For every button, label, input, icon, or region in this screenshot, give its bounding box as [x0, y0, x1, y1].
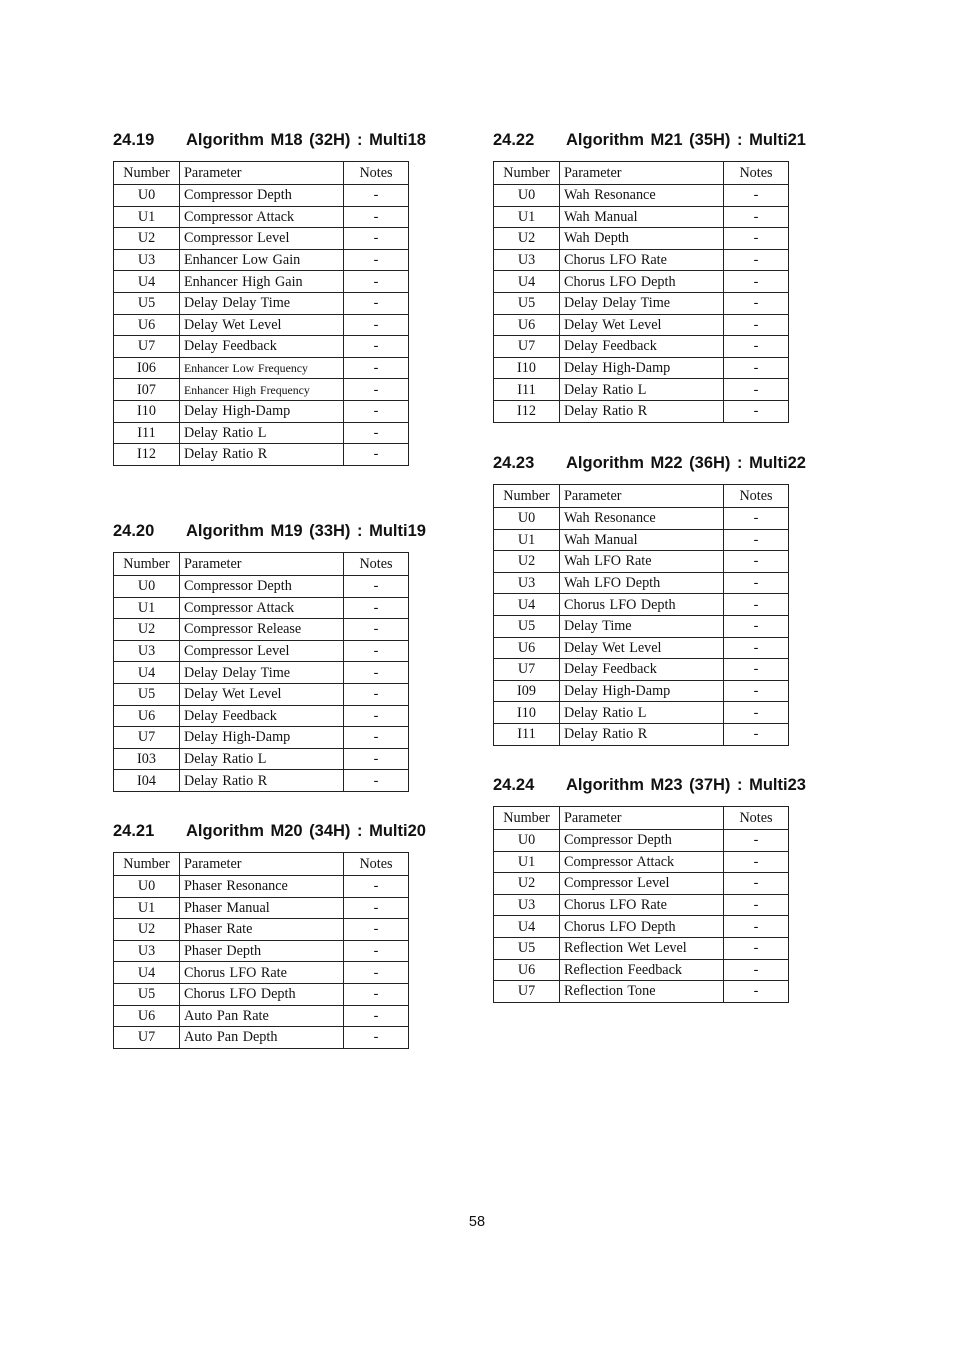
cell-number: U0 — [114, 576, 180, 598]
cell-parameter: Wah Resonance — [560, 508, 724, 530]
table-row — [114, 422, 409, 444]
section-heading — [493, 454, 806, 476]
cell-notes: - — [344, 748, 409, 770]
cell-parameter: Chorus LFO Rate — [180, 962, 344, 984]
cell-number: I04 — [114, 770, 180, 792]
cell-notes: - — [724, 572, 789, 594]
parameter-table — [493, 806, 789, 1003]
section-number: 24.24 — [493, 776, 535, 794]
column-header-number: Number — [494, 807, 560, 830]
table-row — [494, 249, 789, 271]
cell-notes: - — [344, 705, 409, 727]
section-24-19 — [113, 131, 426, 466]
cell-parameter: Reflection Feedback — [560, 959, 724, 981]
cell-parameter: Delay Ratio L — [560, 702, 724, 724]
cell-notes: - — [344, 576, 409, 598]
table-row — [494, 336, 789, 358]
section-24-23 — [493, 454, 806, 746]
cell-parameter: Delay Time — [560, 615, 724, 637]
table-row — [114, 597, 409, 619]
cell-number: U4 — [114, 662, 180, 684]
cell-notes: - — [344, 683, 409, 705]
cell-notes: - — [344, 1005, 409, 1027]
section-title: Algorithm M20 (34H) : Multi20 — [186, 822, 426, 840]
table-row — [494, 594, 789, 616]
section-title: Algorithm M23 (37H) : Multi23 — [566, 776, 806, 794]
column-header-parameter: Parameter — [180, 162, 344, 185]
cell-notes: - — [344, 897, 409, 919]
cell-notes: - — [724, 249, 789, 271]
table-row — [494, 357, 789, 379]
cell-notes: - — [724, 228, 789, 250]
cell-notes: - — [724, 615, 789, 637]
cell-parameter: Chorus LFO Depth — [560, 594, 724, 616]
cell-parameter: Delay Ratio L — [180, 748, 344, 770]
cell-notes: - — [724, 702, 789, 724]
cell-notes: - — [344, 1027, 409, 1049]
cell-notes: - — [344, 940, 409, 962]
cell-number: U3 — [494, 572, 560, 594]
cell-number: I11 — [494, 379, 560, 401]
table-row — [114, 379, 409, 401]
cell-parameter: Phaser Manual — [180, 897, 344, 919]
column-header-number: Number — [114, 162, 180, 185]
cell-notes: - — [724, 873, 789, 895]
table-row — [114, 576, 409, 598]
table-row — [114, 940, 409, 962]
cell-number: I11 — [114, 422, 180, 444]
table-row — [114, 292, 409, 314]
cell-number: I07 — [114, 379, 180, 401]
cell-notes: - — [344, 249, 409, 271]
cell-notes: - — [724, 851, 789, 873]
table-row — [114, 662, 409, 684]
section-heading — [493, 131, 806, 153]
cell-parameter: Delay Delay Time — [560, 292, 724, 314]
cell-number: U5 — [494, 937, 560, 959]
cell-notes: - — [344, 640, 409, 662]
table-row — [114, 228, 409, 250]
cell-number: U6 — [494, 637, 560, 659]
table-row — [494, 894, 789, 916]
table-row — [494, 637, 789, 659]
table-row — [114, 640, 409, 662]
column-header-number: Number — [494, 485, 560, 508]
cell-number: U2 — [494, 551, 560, 573]
cell-parameter: Delay Wet Level — [180, 314, 344, 336]
cell-notes: - — [344, 379, 409, 401]
table-row — [114, 919, 409, 941]
column-header-notes: Notes — [344, 553, 409, 576]
column-header-parameter: Parameter — [560, 485, 724, 508]
cell-notes: - — [344, 444, 409, 466]
cell-number: I06 — [114, 357, 180, 379]
cell-number: U1 — [114, 897, 180, 919]
cell-notes: - — [344, 597, 409, 619]
cell-number: I10 — [114, 400, 180, 422]
table-row — [494, 937, 789, 959]
cell-notes: - — [724, 185, 789, 207]
table-row — [494, 959, 789, 981]
cell-parameter: Delay Ratio L — [180, 422, 344, 444]
cell-number: I03 — [114, 748, 180, 770]
cell-notes: - — [724, 659, 789, 681]
cell-notes: - — [724, 206, 789, 228]
table-row — [114, 185, 409, 207]
cell-notes: - — [344, 770, 409, 792]
cell-notes: - — [344, 336, 409, 358]
cell-notes: - — [344, 619, 409, 641]
cell-number: I12 — [114, 444, 180, 466]
cell-parameter: Delay Ratio R — [180, 444, 344, 466]
cell-notes: - — [724, 379, 789, 401]
cell-notes: - — [344, 314, 409, 336]
table-header-row — [494, 162, 789, 185]
cell-number: U1 — [494, 529, 560, 551]
parameter-table — [493, 161, 789, 423]
section-24-24 — [493, 776, 806, 1003]
table-row — [494, 400, 789, 422]
cell-number: U2 — [494, 873, 560, 895]
cell-notes: - — [344, 919, 409, 941]
cell-parameter: Delay Wet Level — [560, 637, 724, 659]
cell-notes: - — [344, 422, 409, 444]
section-number: 24.23 — [493, 454, 535, 472]
cell-parameter: Compressor Depth — [560, 830, 724, 852]
cell-notes: - — [344, 292, 409, 314]
table-row — [114, 876, 409, 898]
table-row — [494, 981, 789, 1003]
cell-notes: - — [724, 723, 789, 745]
table-row — [494, 702, 789, 724]
section-heading — [113, 522, 426, 544]
cell-number: U3 — [494, 894, 560, 916]
cell-parameter: Delay Feedback — [560, 336, 724, 358]
cell-number: U6 — [494, 959, 560, 981]
cell-notes: - — [724, 357, 789, 379]
table-row — [494, 659, 789, 681]
cell-parameter: Compressor Level — [180, 640, 344, 662]
table-row — [114, 897, 409, 919]
cell-notes: - — [724, 959, 789, 981]
section-title: Algorithm M22 (36H) : Multi22 — [566, 454, 806, 472]
cell-number: U7 — [114, 1027, 180, 1049]
cell-parameter: Wah Resonance — [560, 185, 724, 207]
cell-parameter: Delay Ratio R — [560, 400, 724, 422]
table-row — [114, 770, 409, 792]
table-header-row — [114, 853, 409, 876]
table-row — [114, 983, 409, 1005]
table-row — [494, 572, 789, 594]
cell-notes: - — [724, 637, 789, 659]
table-row — [114, 683, 409, 705]
cell-number: U2 — [114, 228, 180, 250]
cell-parameter: Chorus LFO Rate — [560, 894, 724, 916]
cell-number: U7 — [114, 727, 180, 749]
cell-notes: - — [344, 185, 409, 207]
table-row — [114, 249, 409, 271]
cell-number: U5 — [114, 292, 180, 314]
cell-parameter: Delay High-Damp — [180, 400, 344, 422]
table-row — [494, 680, 789, 702]
cell-number: U3 — [114, 249, 180, 271]
cell-number: U1 — [114, 206, 180, 228]
cell-parameter: Auto Pan Depth — [180, 1027, 344, 1049]
table-row — [494, 529, 789, 551]
cell-notes: - — [724, 680, 789, 702]
cell-notes: - — [344, 228, 409, 250]
cell-parameter: Wah LFO Depth — [560, 572, 724, 594]
table-row — [114, 705, 409, 727]
cell-notes: - — [724, 830, 789, 852]
cell-parameter: Compressor Release — [180, 619, 344, 641]
column-header-notes: Notes — [724, 485, 789, 508]
cell-number: U5 — [494, 615, 560, 637]
cell-parameter: Phaser Resonance — [180, 876, 344, 898]
cell-number: U6 — [114, 314, 180, 336]
cell-parameter: Compressor Level — [560, 873, 724, 895]
table-row — [114, 314, 409, 336]
cell-number: U5 — [114, 683, 180, 705]
section-heading — [113, 822, 426, 844]
table-row — [494, 185, 789, 207]
cell-notes: - — [724, 937, 789, 959]
cell-parameter: Compressor Level — [180, 228, 344, 250]
cell-notes: - — [724, 336, 789, 358]
cell-parameter: Delay Ratio L — [560, 379, 724, 401]
section-24-22 — [493, 131, 806, 423]
table-row — [494, 379, 789, 401]
cell-parameter: Chorus LFO Depth — [180, 983, 344, 1005]
cell-number: I12 — [494, 400, 560, 422]
column-header-notes: Notes — [344, 853, 409, 876]
section-24-20 — [113, 522, 426, 792]
table-row — [494, 873, 789, 895]
cell-number: U5 — [114, 983, 180, 1005]
section-title: Algorithm M19 (33H) : Multi19 — [186, 522, 426, 540]
cell-parameter: Compressor Attack — [560, 851, 724, 873]
cell-number: U2 — [114, 919, 180, 941]
cell-notes: - — [344, 357, 409, 379]
table-row — [114, 336, 409, 358]
cell-notes: - — [724, 981, 789, 1003]
cell-notes: - — [724, 400, 789, 422]
cell-notes: - — [724, 594, 789, 616]
cell-parameter: Delay Ratio R — [560, 723, 724, 745]
cell-number: U4 — [114, 271, 180, 293]
cell-number: U0 — [494, 185, 560, 207]
cell-parameter: Delay High-Damp — [560, 680, 724, 702]
cell-notes: - — [724, 529, 789, 551]
cell-number: U7 — [494, 981, 560, 1003]
cell-number: U0 — [114, 876, 180, 898]
section-heading — [493, 776, 806, 798]
section-title: Algorithm M21 (35H) : Multi21 — [566, 131, 806, 149]
cell-parameter: Wah Manual — [560, 529, 724, 551]
cell-parameter: Chorus LFO Rate — [560, 249, 724, 271]
column-header-parameter: Parameter — [560, 162, 724, 185]
table-row — [494, 723, 789, 745]
cell-parameter: Chorus LFO Depth — [560, 916, 724, 938]
cell-notes: - — [344, 983, 409, 1005]
table-row — [114, 1027, 409, 1049]
column-header-notes: Notes — [724, 807, 789, 830]
table-row — [494, 851, 789, 873]
cell-notes: - — [724, 508, 789, 530]
table-row — [494, 916, 789, 938]
cell-number: U7 — [114, 336, 180, 358]
cell-number: I09 — [494, 680, 560, 702]
cell-number: U1 — [494, 206, 560, 228]
section-title: Algorithm M18 (32H) : Multi18 — [186, 131, 426, 149]
table-row — [114, 444, 409, 466]
column-header-number: Number — [494, 162, 560, 185]
cell-number: U0 — [494, 830, 560, 852]
cell-parameter: Enhancer High Frequency — [180, 379, 344, 401]
column-header-notes: Notes — [724, 162, 789, 185]
table-header-row — [494, 807, 789, 830]
cell-parameter: Phaser Depth — [180, 940, 344, 962]
parameter-table — [113, 161, 409, 466]
cell-number: U0 — [494, 508, 560, 530]
cell-parameter: Auto Pan Rate — [180, 1005, 344, 1027]
cell-number: U2 — [114, 619, 180, 641]
cell-parameter: Delay Wet Level — [560, 314, 724, 336]
cell-parameter: Enhancer High Gain — [180, 271, 344, 293]
cell-parameter: Compressor Attack — [180, 597, 344, 619]
cell-parameter: Compressor Attack — [180, 206, 344, 228]
cell-number: U4 — [494, 594, 560, 616]
table-row — [494, 830, 789, 852]
table-row — [494, 508, 789, 530]
cell-number: U5 — [494, 292, 560, 314]
column-header-parameter: Parameter — [180, 553, 344, 576]
table-row — [114, 1005, 409, 1027]
column-header-parameter: Parameter — [560, 807, 724, 830]
cell-parameter: Delay Ratio R — [180, 770, 344, 792]
cell-number: U1 — [494, 851, 560, 873]
parameter-table — [493, 484, 789, 746]
table-row — [494, 228, 789, 250]
section-number: 24.21 — [113, 822, 155, 840]
cell-notes: - — [344, 876, 409, 898]
parameter-table — [113, 852, 409, 1049]
cell-parameter: Delay High-Damp — [560, 357, 724, 379]
cell-number: U6 — [114, 1005, 180, 1027]
cell-parameter: Delay Delay Time — [180, 662, 344, 684]
table-row — [494, 314, 789, 336]
section-number: 24.19 — [113, 131, 155, 149]
table-row — [114, 748, 409, 770]
cell-parameter: Compressor Depth — [180, 185, 344, 207]
cell-parameter: Delay Wet Level — [180, 683, 344, 705]
cell-number: U7 — [494, 659, 560, 681]
table-header-row — [114, 162, 409, 185]
table-header-row — [494, 485, 789, 508]
section-number: 24.20 — [113, 522, 155, 540]
cell-number: U2 — [494, 228, 560, 250]
cell-notes: - — [724, 314, 789, 336]
table-header-row — [114, 553, 409, 576]
cell-parameter: Enhancer Low Frequency — [180, 357, 344, 379]
cell-parameter: Wah Depth — [560, 228, 724, 250]
cell-notes: - — [724, 551, 789, 573]
cell-number: U3 — [114, 940, 180, 962]
cell-parameter: Reflection Wet Level — [560, 937, 724, 959]
cell-number: U7 — [494, 336, 560, 358]
table-row — [114, 619, 409, 641]
cell-notes: - — [344, 662, 409, 684]
column-header-number: Number — [114, 553, 180, 576]
cell-notes: - — [344, 271, 409, 293]
cell-parameter: Compressor Depth — [180, 576, 344, 598]
parameter-table — [113, 552, 409, 792]
cell-notes: - — [344, 727, 409, 749]
cell-number: I11 — [494, 723, 560, 745]
section-24-21 — [113, 822, 426, 1049]
cell-parameter: Delay High-Damp — [180, 727, 344, 749]
cell-notes: - — [344, 206, 409, 228]
table-row — [114, 400, 409, 422]
section-heading — [113, 131, 426, 153]
cell-parameter: Chorus LFO Depth — [560, 271, 724, 293]
cell-parameter: Delay Feedback — [180, 336, 344, 358]
cell-notes: - — [724, 292, 789, 314]
cell-parameter: Enhancer Low Gain — [180, 249, 344, 271]
table-row — [494, 271, 789, 293]
table-row — [114, 271, 409, 293]
cell-parameter: Delay Feedback — [560, 659, 724, 681]
table-row — [494, 551, 789, 573]
cell-notes: - — [724, 916, 789, 938]
column-header-number: Number — [114, 853, 180, 876]
cell-number: U6 — [494, 314, 560, 336]
cell-parameter: Wah Manual — [560, 206, 724, 228]
table-row — [114, 206, 409, 228]
cell-parameter: Delay Feedback — [180, 705, 344, 727]
cell-parameter: Reflection Tone — [560, 981, 724, 1003]
section-number: 24.22 — [493, 131, 535, 149]
cell-parameter: Delay Delay Time — [180, 292, 344, 314]
cell-number: I10 — [494, 357, 560, 379]
cell-notes: - — [724, 271, 789, 293]
cell-number: U0 — [114, 185, 180, 207]
table-row — [114, 727, 409, 749]
cell-number: I10 — [494, 702, 560, 724]
cell-number: U4 — [114, 962, 180, 984]
cell-number: U4 — [494, 916, 560, 938]
table-row — [494, 206, 789, 228]
table-row — [494, 615, 789, 637]
page-number: 58 — [468, 1214, 486, 1230]
table-row — [494, 292, 789, 314]
cell-notes: - — [724, 894, 789, 916]
cell-number: U3 — [114, 640, 180, 662]
column-header-notes: Notes — [344, 162, 409, 185]
cell-notes: - — [344, 400, 409, 422]
cell-number: U4 — [494, 271, 560, 293]
cell-parameter: Phaser Rate — [180, 919, 344, 941]
table-row — [114, 357, 409, 379]
cell-number: U6 — [114, 705, 180, 727]
table-row — [114, 962, 409, 984]
cell-number: U1 — [114, 597, 180, 619]
column-header-parameter: Parameter — [180, 853, 344, 876]
cell-notes: - — [344, 962, 409, 984]
cell-parameter: Wah LFO Rate — [560, 551, 724, 573]
cell-number: U3 — [494, 249, 560, 271]
